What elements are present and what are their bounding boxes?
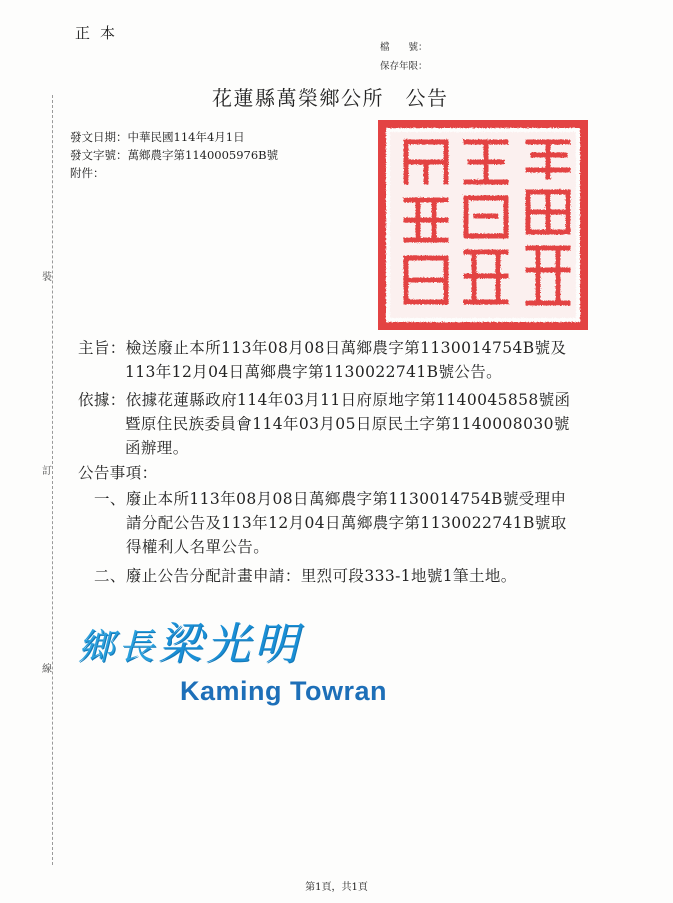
copy-label: 正本: [75, 24, 126, 42]
binding-mark-zhuang: 裝: [42, 268, 52, 283]
retention-label: 保存年限：: [380, 61, 428, 72]
binding-mark-xian: 線: [42, 660, 52, 675]
item-2-line-1: 廢止公告分配計畫申請：里烈可段333-1地號1筆土地。: [125, 567, 517, 585]
item-1-line-1: 廢止本所113年08月08日萬鄉農字第1130014754B號受理申: [125, 490, 567, 508]
signature-name: 梁光明: [158, 619, 303, 670]
document-number: 發文字號：萬鄉農字第1140005976B號: [70, 148, 279, 162]
subject-section: [78, 336, 566, 384]
subject-line-2: 113年12月04日萬鄉農字第1130022741B號公告。: [125, 363, 503, 381]
signature-chinese: [78, 608, 302, 672]
items-heading: 公告事項：: [78, 464, 158, 482]
archive-info: [380, 38, 428, 76]
item-2: [94, 564, 517, 588]
item-1-line-3: 得權利人名單公告。: [126, 538, 270, 556]
file-number-label: 檔 號：: [380, 42, 428, 53]
document-title: 花蓮縣萬榮鄉公所 公告: [212, 86, 449, 110]
basis-section: [78, 388, 570, 460]
signature-title: 鄉長: [78, 627, 159, 668]
item-1: [94, 487, 567, 559]
item-2-number: 二、: [94, 567, 126, 585]
document-meta: [70, 128, 278, 182]
basis-line-3: 函辦理。: [125, 439, 189, 457]
page-number: 第1頁，共1頁: [305, 882, 368, 893]
basis-line-1: 依據花蓮縣政府114年03月11日府原地字第1140045858號函: [125, 391, 571, 409]
item-1-line-2: 請分配公告及113年12月04日萬鄉農字第1130022741B號取: [126, 514, 567, 532]
attachment-label: 附件：: [70, 166, 105, 180]
binding-line: [52, 95, 53, 865]
official-seal-stamp: [378, 120, 588, 330]
signature-english: Kaming Towran: [180, 676, 388, 706]
basis-label: 依據：: [78, 391, 126, 409]
basis-line-2: 暨原住民族委員會114年03月05日原民土字第1140008030號: [125, 415, 570, 433]
issue-date: 發文日期：中華民國114年4月1日: [70, 130, 245, 144]
item-1-number: 一、: [94, 490, 126, 508]
subject-line-1: 檢送廢止本所113年08月08日萬鄉農字第1130014754B號及: [125, 339, 567, 357]
binding-mark-ding: 訂: [42, 462, 52, 477]
subject-label: 主旨：: [78, 339, 126, 357]
